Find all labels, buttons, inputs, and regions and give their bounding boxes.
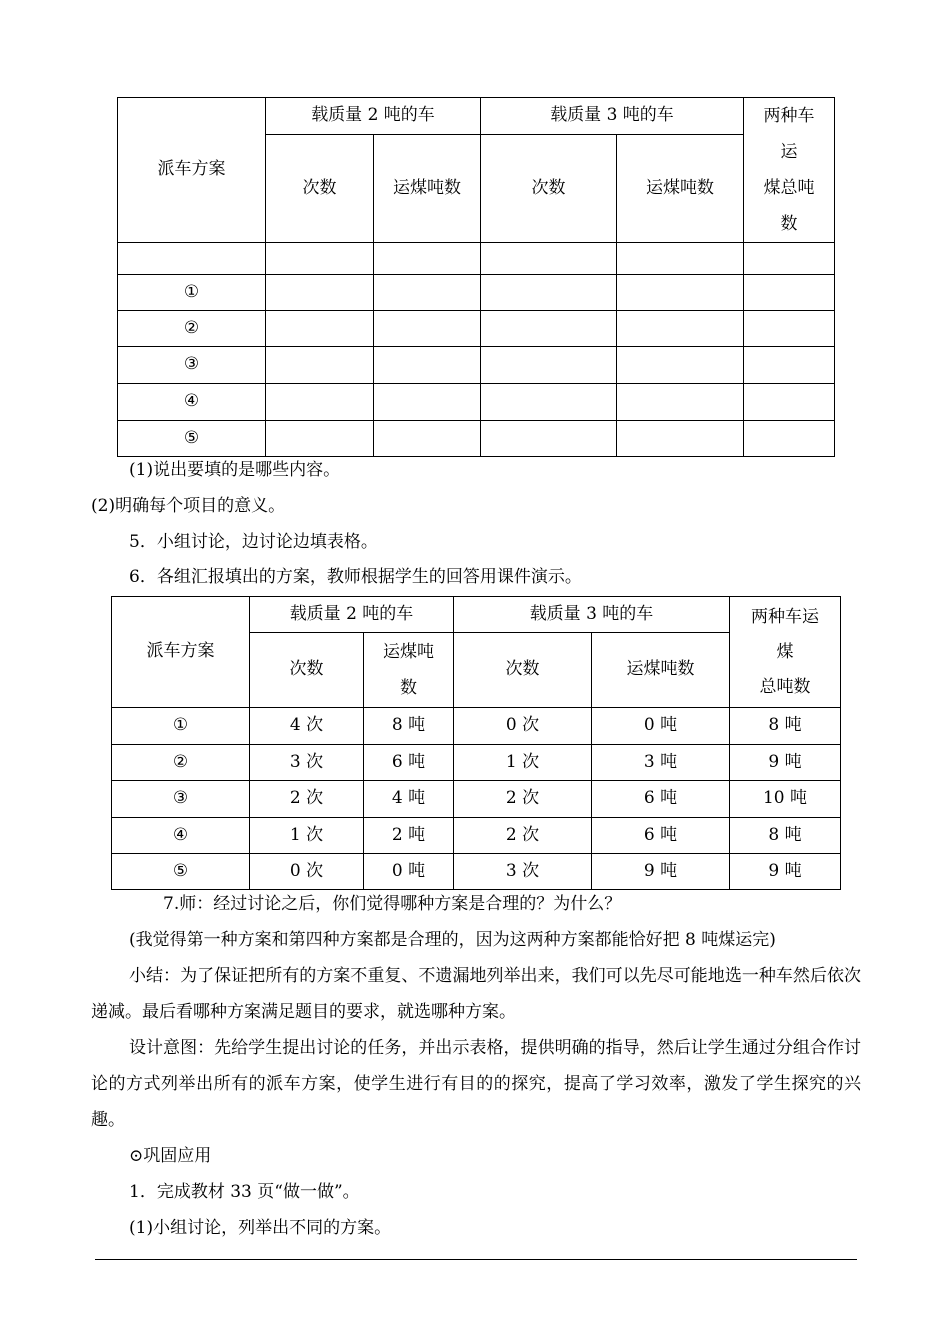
table-row: ④ 1 次 2 吨 2 次 6 吨 8 吨 [112,818,841,854]
footer-divider [95,1259,857,1260]
table-row: ④ [118,384,835,421]
paragraph: 7.师：经过讨论之后，你们觉得哪种方案是合理的？为什么？ [163,894,622,914]
paragraph: 6．各组汇报填出的方案，教师根据学生的回答用课件演示。 [129,567,582,587]
paragraph: 小结：为了保证把所有的方案不重复、不遗漏地列举出来，我们可以先尽可能地选一种车然后依次递减。最后看哪种方案满足题目的要求，就选哪种方案。 [91,966,861,1022]
header-2t-tons: 运煤吨数 [374,135,481,243]
paragraph: 设计意图：先给学生提出讨论的任务，并出示表格，提供明确的指导，然后让学生通过分组合作讨论的方式列举出所有的派车方案，使学生进行有目的的探究，提高了学习效率，激发了学生探究的兴趣。 [91,1038,861,1130]
table-row: ① 4 次 8 吨 0 次 0 吨 8 吨 [112,708,841,745]
header-total: 两种车运 煤 总吨数 [730,597,841,708]
table-row: ⑤ [118,421,835,457]
paragraph: (1)小组讨论，列举出不同的方案。 [129,1218,392,1238]
table-row: ③ [118,347,835,384]
table-row [118,243,835,275]
header-3t-tons: 运煤吨数 [592,633,730,708]
paragraph: 1．完成教材 33 页“做一做”。 [129,1182,360,1202]
paragraph: (我觉得第一种方案和第四种方案都是合理的，因为这两种方案都能恰好把 8 吨煤运完) [129,930,776,950]
header-truck-3t: 载质量 3 吨的车 [454,597,730,633]
header-truck-2t: 载质量 2 吨的车 [250,597,454,633]
table-row: ③ 2 次 4 吨 2 次 6 吨 10 吨 [112,781,841,818]
table-row: ① [118,275,835,311]
paragraph: (2)明确每个项目的意义。 [91,496,286,516]
header-2t-tons: 运煤吨 数 [364,633,454,708]
header-total: 两种车 运 煤总吨 数 [744,98,835,243]
header-3t-times: 次数 [454,633,592,708]
table-row: ② 3 次 6 吨 1 次 3 吨 9 吨 [112,745,841,781]
paragraph: 5．小组讨论，边讨论边填表格。 [129,532,378,552]
header-3t-times: 次数 [481,135,617,243]
header-3t-tons: 运煤吨数 [617,135,744,243]
header-plan: 派车方案 [118,98,266,243]
plan-table-empty [117,97,835,457]
header-2t-times: 次数 [266,135,374,243]
plan-table-filled [111,596,841,890]
paragraph: ⊙巩固应用 [129,1146,212,1166]
table-row: ⑤ 0 次 0 吨 3 次 9 吨 9 吨 [112,854,841,890]
header-truck-2t: 载质量 2 吨的车 [266,98,481,135]
table-row: ② [118,311,835,347]
header-plan: 派车方案 [112,597,250,708]
header-2t-times: 次数 [250,633,364,708]
paragraph: (1)说出要填的是哪些内容。 [129,460,341,480]
header-truck-3t: 载质量 3 吨的车 [481,98,744,135]
